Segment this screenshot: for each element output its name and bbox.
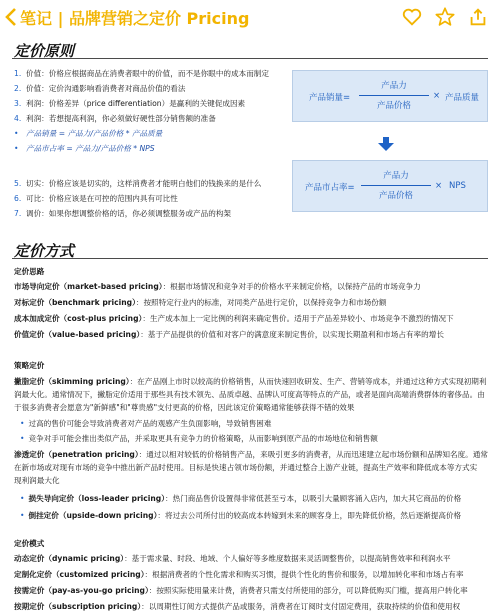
list-item: 价值定价（value-based pricing）：基于产品提供的价值和对客户的满意度来制定售价，以实现长期盈利和市场占有率的增长 xyxy=(14,330,444,339)
thinking-list xyxy=(14,279,490,343)
list-item: 6. 可比：价格应该是在可控的范围内具有可比性 xyxy=(14,194,178,203)
list-item: 按需定价（pay-as-you-go pricing）：按照实际使用量来计费，消费者只需支付所使用的部分，可以降低购买门槛，提高用户转化率 xyxy=(14,586,468,595)
list-item: • 过高的售价可能会导致消费者对产品的观感产生负面影响，导致销售困难 xyxy=(20,419,272,428)
list-item: 1. 价值：价格应根据商品在消费者眼中的价值，而不是你眼中的成本而制定 xyxy=(14,69,269,78)
list-item: 4. 利润：若想提高利润，你必须做好硬性部分销售额的准备 xyxy=(14,114,216,123)
principle-list xyxy=(14,66,284,156)
penetration-paragraph: 渗透定价（penetration pricing）：通过以相对较低的价格销售产品，来吸引更多的消费者，从而迅速建立起市场份额和品牌知名度。通常 在新市场或对现有市场的竞争中推出新产品时使用。目标是快速占领市场份额，并通过整合上游产业链，提高生产效率和降低成本等方式实 现利润最大化 xyxy=(14,450,488,485)
back-chevron-icon[interactable] xyxy=(2,6,20,28)
share-icon[interactable] xyxy=(467,6,489,28)
formula-box-sales: 产品销量= 产品力 产品价格 × 产品质量 xyxy=(292,70,488,122)
subheading-thinking: 定价思路 xyxy=(14,267,45,276)
section-heading-methods: 定价方式 xyxy=(14,242,75,260)
subheading-strategy: 策略定价 xyxy=(14,361,45,370)
page-title: 笔记 | 品牌营销之定价 Pricing xyxy=(20,9,250,28)
skimming-bullets xyxy=(20,416,496,446)
arrow-down-icon xyxy=(375,137,397,151)
top-bar xyxy=(0,0,500,36)
heart-icon[interactable] xyxy=(401,6,423,28)
list-item: 对标定价（benchmark pricing）：按照特定行业内的标准，对同类产品进行定价，以保持竞争力和市场份额 xyxy=(14,298,387,307)
section-heading-principle: 定价原则 xyxy=(14,42,75,60)
formula-item: • 产品销量 = 产品力/产品价格 * 产品质量 xyxy=(14,129,163,138)
divider xyxy=(12,258,488,259)
formula-item: • 产品市占率 = 产品力/产品价格 * NPS xyxy=(14,144,155,153)
list-item: • 损失导向定价（loss-leader pricing）：热门商品售价设置得非常低甚至亏本，以吸引大量顾客涌入店内，加大其它商品的价格 xyxy=(20,494,462,503)
list-item: • 倒挂定价（upside-down pricing）：将过去公司所付出的较高成本转嫁到未来的顾客身上，即先降低价格，然后逐渐提高价格 xyxy=(20,511,462,520)
list-item: • 竞争对手可能会推出类似产品，并采取更具有竞争力的价格策略，从而影响到原产品的市场地位和销售额 xyxy=(20,434,378,443)
list-item: 成本加成定价（cost-plus pricing）：生产成本加上一定比例的利润来确定售价。适用于产品差异较小、市场竞争不激烈的情况下 xyxy=(14,314,454,323)
list-item: 动态定价（dynamic pricing）：基于需求量、时段、地域、个人偏好等多维度数据来灵活调整售价，以提高销售效率和利润水平 xyxy=(14,554,451,563)
principle-list-2 xyxy=(14,176,284,221)
pricing-bullets xyxy=(20,490,496,524)
list-item: 市场导向定价（market-based pricing）：根据市场情况和竞争对手的价格水平来制定价格，以保持产品的市场竞争力 xyxy=(14,282,421,291)
list-item: 定制化定价（customized pricing）：根据消费者的个性化需求和购买习惯，提供个性化的售价和服务，以增加转化率和市场占有率 xyxy=(14,570,464,579)
list-item: 3. 利润：价格差异（price differentiation）是赢利的关键促成因素 xyxy=(14,99,246,108)
list-item: 5. 切实：价格应该是切实的，这样消费者才能明白他们的钱换来的是什么 xyxy=(14,179,262,188)
divider xyxy=(12,58,488,59)
list-item: 7. 调价：如果你想调整价格的话，你必须调整服务或产品的构架 xyxy=(14,209,232,218)
formula-box-share: 产品市占率= 产品力 产品价格 × NPS xyxy=(292,160,488,212)
model-list xyxy=(14,551,490,615)
subheading-model: 定价模式 xyxy=(14,539,45,548)
list-item: 按期定价（subscription pricing）：以周期性订阅方式提供产品或服务，消费者在订阅时支付固定费用，获取持续的价值和使用权 xyxy=(14,602,461,611)
star-icon[interactable] xyxy=(434,6,456,28)
list-item: 2. 价值：定价沟通影响看消费者对商品价值的看法 xyxy=(14,84,186,93)
skimming-paragraph: 撇脂定价（skimming pricing）：在产品刚上市时以较高的价格销售，从而快速回收研发、生产、营销等成本，并通过这种方式实现初期利 润最大化。通常情况下，撇脂定价适用于那些具有技术领先、品质卓越、品牌认可度高等特点的产品，或者是面向高端消费群体的奢侈品。由 于很多消费者会愿意为"新鲜感"和"尊贵感"支付更高的价格，因此该定价策略通常能够获得不错的效果 xyxy=(14,377,487,412)
